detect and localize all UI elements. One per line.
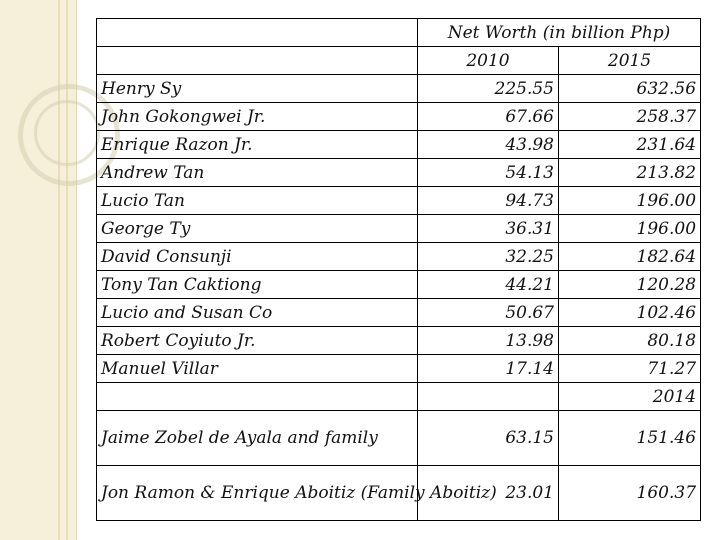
subheader-row bbox=[97, 383, 701, 411]
band-stripe bbox=[66, 0, 68, 540]
net-worth-2010: 36.31 bbox=[418, 215, 559, 243]
table-row bbox=[97, 215, 701, 243]
table-row bbox=[97, 131, 701, 159]
subheader-blank-2010 bbox=[418, 383, 559, 411]
table-row bbox=[97, 411, 701, 466]
net-worth-2010: 44.21 bbox=[418, 271, 559, 299]
year-2010-label: 2010 bbox=[418, 47, 559, 75]
person-name: George Ty bbox=[97, 215, 418, 243]
person-name: Lucio Tan bbox=[97, 187, 418, 215]
year-corner-cell bbox=[97, 47, 418, 75]
header-row bbox=[97, 19, 701, 47]
band-stripe bbox=[58, 0, 60, 540]
table-row bbox=[97, 466, 701, 521]
person-name: Robert Coyiuto Jr. bbox=[97, 327, 418, 355]
net-worth-2010: 67.66 bbox=[418, 103, 559, 131]
year-row bbox=[97, 47, 701, 75]
table-row bbox=[97, 355, 701, 383]
net-worth-2015: 102.46 bbox=[559, 299, 701, 327]
net-worth-2015: 231.64 bbox=[559, 131, 701, 159]
decorative-ring-inner bbox=[34, 100, 100, 166]
net-worth-2010: 225.55 bbox=[418, 75, 559, 103]
person-name: Lucio and Susan Co bbox=[97, 299, 418, 327]
decorative-side-band bbox=[0, 0, 77, 540]
net-worth-2015: 80.18 bbox=[559, 327, 701, 355]
year-2015-label: 2015 bbox=[559, 47, 701, 75]
net-worth-2010: 43.98 bbox=[418, 131, 559, 159]
net-worth-2010: 94.73 bbox=[418, 187, 559, 215]
net-worth-2015: 632.56 bbox=[559, 75, 701, 103]
person-name: Enrique Razon Jr. bbox=[97, 131, 418, 159]
person-name: Jon Ramon & Enrique Aboitiz (Family Aboitiz) bbox=[97, 466, 418, 521]
net-worth-2015: 182.64 bbox=[559, 243, 701, 271]
header-title: Net Worth (in billion Php) bbox=[418, 19, 701, 47]
net-worth-2015: 120.28 bbox=[559, 271, 701, 299]
net-worth-2015: 71.27 bbox=[559, 355, 701, 383]
table-row bbox=[97, 327, 701, 355]
net-worth-2010: 50.67 bbox=[418, 299, 559, 327]
person-name: Tony Tan Caktiong bbox=[97, 271, 418, 299]
person-name: John Gokongwei Jr. bbox=[97, 103, 418, 131]
table-row bbox=[97, 75, 701, 103]
person-name: Manuel Villar bbox=[97, 355, 418, 383]
person-name: Jaime Zobel de Ayala and family bbox=[97, 411, 418, 466]
table-row bbox=[97, 159, 701, 187]
net-worth-2015: 196.00 bbox=[559, 187, 701, 215]
header-corner-cell bbox=[97, 19, 418, 47]
net-worth-2015: 196.00 bbox=[559, 215, 701, 243]
table-row bbox=[97, 243, 701, 271]
net-worth-2015: 213.82 bbox=[559, 159, 701, 187]
net-worth-2010: 32.25 bbox=[418, 243, 559, 271]
table-row bbox=[97, 271, 701, 299]
net-worth-2010: 17.14 bbox=[418, 355, 559, 383]
net-worth-2010: 13.98 bbox=[418, 327, 559, 355]
subheader-blank-name bbox=[97, 383, 418, 411]
person-name: David Consunji bbox=[97, 243, 418, 271]
table-row bbox=[97, 187, 701, 215]
net-worth-2014: 160.37 bbox=[559, 466, 701, 521]
table-row bbox=[97, 299, 701, 327]
net-worth-2010: 23.01 bbox=[418, 466, 559, 521]
net-worth-2010: 54.13 bbox=[418, 159, 559, 187]
person-name: Andrew Tan bbox=[97, 159, 418, 187]
net-worth-2015: 258.37 bbox=[559, 103, 701, 131]
table-row bbox=[97, 103, 701, 131]
net-worth-2014: 151.46 bbox=[559, 411, 701, 466]
net-worth-2010: 63.15 bbox=[418, 411, 559, 466]
year-2014-label: 2014 bbox=[559, 383, 701, 411]
person-name: Henry Sy bbox=[97, 75, 418, 103]
net-worth-table bbox=[96, 18, 701, 521]
